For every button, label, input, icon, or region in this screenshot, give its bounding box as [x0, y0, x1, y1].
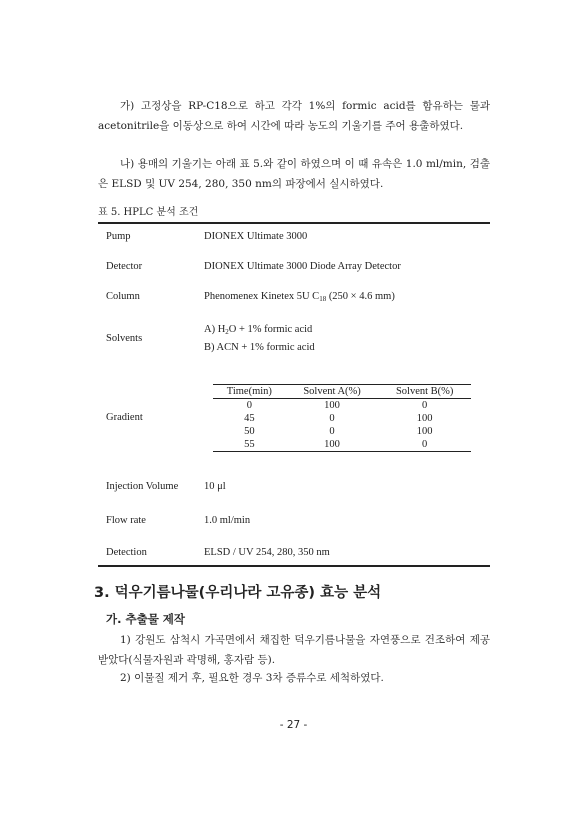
table-top-rule [98, 222, 490, 224]
gradient-label: Gradient [106, 412, 143, 423]
gradient-cell: 55 [213, 438, 286, 452]
gradient-cell: 0 [329, 426, 335, 437]
table-bottom-rule [98, 565, 490, 567]
gradient-cell: 0 [422, 400, 428, 411]
detection-value: ELSD / UV 254, 280, 350 nm [204, 547, 330, 558]
detection-label: Detection [106, 547, 147, 558]
gradient-row [213, 412, 471, 425]
gradient-cell: 100 [416, 426, 433, 437]
section-title: 3. 덕우기름나물(우리나라 고유종) 효능 분석 [94, 585, 382, 601]
gradient-row [213, 399, 471, 413]
gradient-header: Solvent B(%) [378, 385, 471, 399]
page-number: - 27 - [279, 719, 308, 731]
pump-label: Pump [106, 231, 131, 242]
gradient-table [213, 384, 471, 452]
column-label: Column [106, 291, 140, 302]
table-caption: 표 5. HPLC 분석 조건 [98, 207, 199, 218]
detector-label: Detector [106, 261, 143, 272]
paragraph-extraction-2: 2) 이물질 제거 후, 필요한 경우 3차 증류수로 세척하였다. [120, 672, 384, 684]
gradient-cell: 100 [286, 438, 379, 452]
gradient-cell: 100 [416, 413, 433, 424]
gradient-row [213, 438, 471, 452]
pump-value: DIONEX Ultimate 3000 [204, 231, 308, 242]
column-value: Phenomenex Kinetex 5U $C_{18}$ (250 × 4.6 mm) [204, 291, 395, 303]
solvent-a-value: A) $H_2O + 1\%$ formic acid [204, 324, 313, 336]
flow-value: 1.0 ml/min [204, 515, 251, 526]
gradient-cell: 0 [246, 400, 252, 411]
injection-label: Injection Volume [106, 481, 179, 492]
injection-value: 10 μl [204, 481, 226, 492]
gradient-cell: 0 [378, 438, 471, 452]
subsection-title: 가. 추출물 제작 [106, 612, 186, 626]
detector-value: DIONEX Ultimate 3000 Diode Array Detector [204, 261, 401, 272]
paragraph-method-a: 가) 고정상을 RP-C18으로 하고 각각 1%의 formic acid를 함유하는 물과 acetonitrile을 이동상으로 하여 시간에 따라 농도의 기울기를 주어 용출하였다. [98, 100, 490, 132]
gradient-cell: 100 [324, 400, 340, 411]
gradient-cell: 45 [244, 413, 255, 424]
gradient-cell: 50 [244, 426, 255, 437]
gradient-row [213, 425, 471, 438]
gradient-cell: 0 [329, 413, 335, 424]
paragraph-extraction-1: 1) 강원도 삼척시 가곡면에서 채집한 덕우기름나물을 자연풍으로 건조하여 제공받았다(식물자원과 곽명해, 홍자람 등). [98, 634, 490, 666]
flow-label: Flow rate [106, 515, 146, 526]
solvent-b-value: B) ACN + 1% formic acid [204, 342, 315, 353]
solvents-label: Solvents [106, 333, 143, 344]
gradient-header-row [213, 385, 471, 399]
paragraph-method-b: 나) 용매의 기울기는 아래 표 5.와 같이 하였으며 이 때 유속은 1.0 ml/min, 검출은 ELSD 및 UV 254, 280, 350 nm의 파장에서 실시하였다. [98, 158, 490, 190]
gradient-header: Time(min) [213, 385, 286, 399]
gradient-header: Solvent A(%) [286, 385, 379, 399]
